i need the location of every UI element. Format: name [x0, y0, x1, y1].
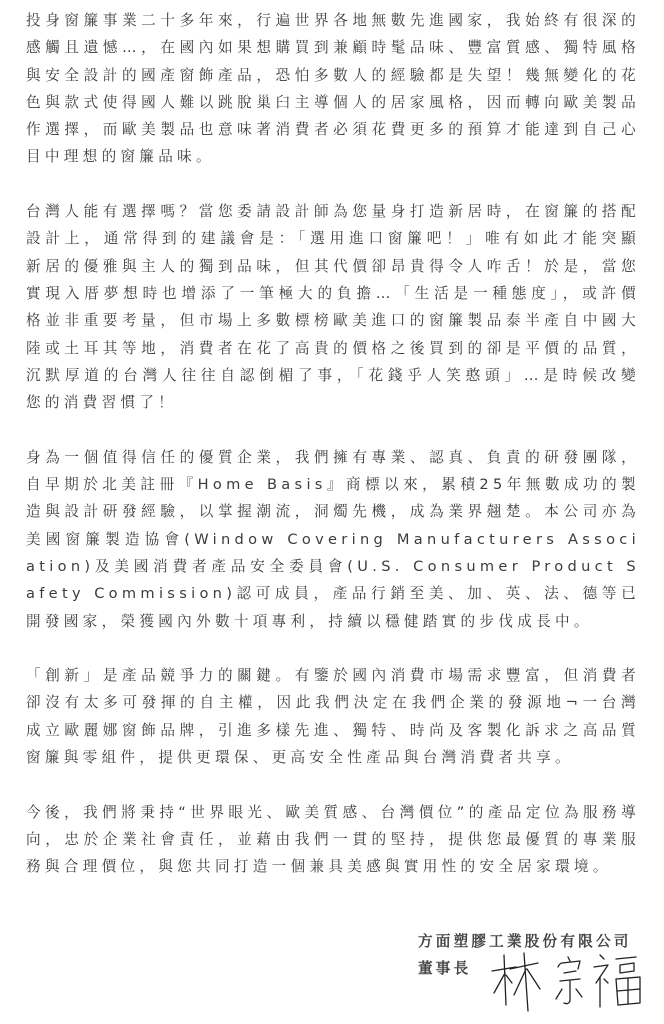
signatory-row [418, 955, 648, 1015]
company-name: 方面塑膠工業股份有限公司 [418, 933, 632, 950]
letter-body [26, 7, 640, 908]
signatory-title: 董事長 [418, 960, 472, 978]
paragraph-intro: 投身窗簾事業二十多年來，行遍世界各地無數先進國家，我始終有很深的感觸且遺憾…，在國內如果想購買到兼顧時髦品味、豐富質感、獨特風格與安全設計的國產窗飾產品，恐怕多數人的經驗都是失望！幾無變化的花色與款式使得國人難以跳脫巢臼主導個人的居家風格，因而轉向歐美製品作選擇，而歐美製品也意味著消費者必須花費更多的預算才能達到自己心目中理想的窗簾品味。 [26, 12, 640, 166]
paragraph-future: 今後，我們將秉持“世界眼光、歐美質感、台灣價位”的產品定位為服務導向，忠於企業社會責任，並藉由我們一貫的堅持，提供您最優質的專業服務與合理價位，與您共同打造一個兼具美感與實用性的安全居家環境。 [26, 803, 640, 876]
paragraph-company-credentials: 身為一個值得信任的優質企業，我們擁有專業、認真、負責的研發團隊，自早期於北美註冊『Home Basis』商標以來，累積25年無數成功的製造與設計研發經驗，以掌握潮流，洞燭先機，成為業界翹楚。本公司亦為美國窗簾製造協會(Window Covering Manufacturers Association)及美國消費者產品安全委員會(U.S. Consumer Product Safety Commission)認可成員，產品行銷至美、加、英、法、德等已開發國家，榮獲國內外數十項專利，持續以穩健踏實的步伐成長中。 [26, 448, 640, 630]
handwritten-signature-icon [488, 949, 648, 1015]
paragraph-taiwan-choice: 台灣人能有選擇嗎？當您委請設計師為您量身打造新居時，在窗簾的搭配設計上，通常得到的建議會是：「選用進口窗簾吧！」唯有如此才能突顯新居的優雅與主人的獨到品味，但其代價卻昂貴得令人咋舌！於是，當您實現入厝夢想時也增添了一筆極大的負擔…「生活是一種態度」，或許價格並非重要考量，但市場上多數標榜歐美進口的窗簾製品泰半產自中國大陸或土耳其等地，消費者在花了高貴的價格之後買到的卻是平價的品質，沉默厚道的台灣人往往自認倒楣了事，「花錢乎人笑憨頭」…是時候改變您的消費習慣了！ [26, 203, 640, 412]
paragraph-innovation: 「創新」是產品競爭力的關鍵。有鑒於國內消費市場需求豐富，但消費者卻沒有太多可發揮的自主權，因此我們決定在我們企業的發源地¬一台灣成立歐麗娜窗飾品牌，引進多樣先進、獨特、時尚及客製化訴求之高品質窗簾與零組件，提供更環保、更高安全性產品與台灣消費者共享。 [26, 667, 640, 767]
signoff-block [418, 928, 648, 1015]
